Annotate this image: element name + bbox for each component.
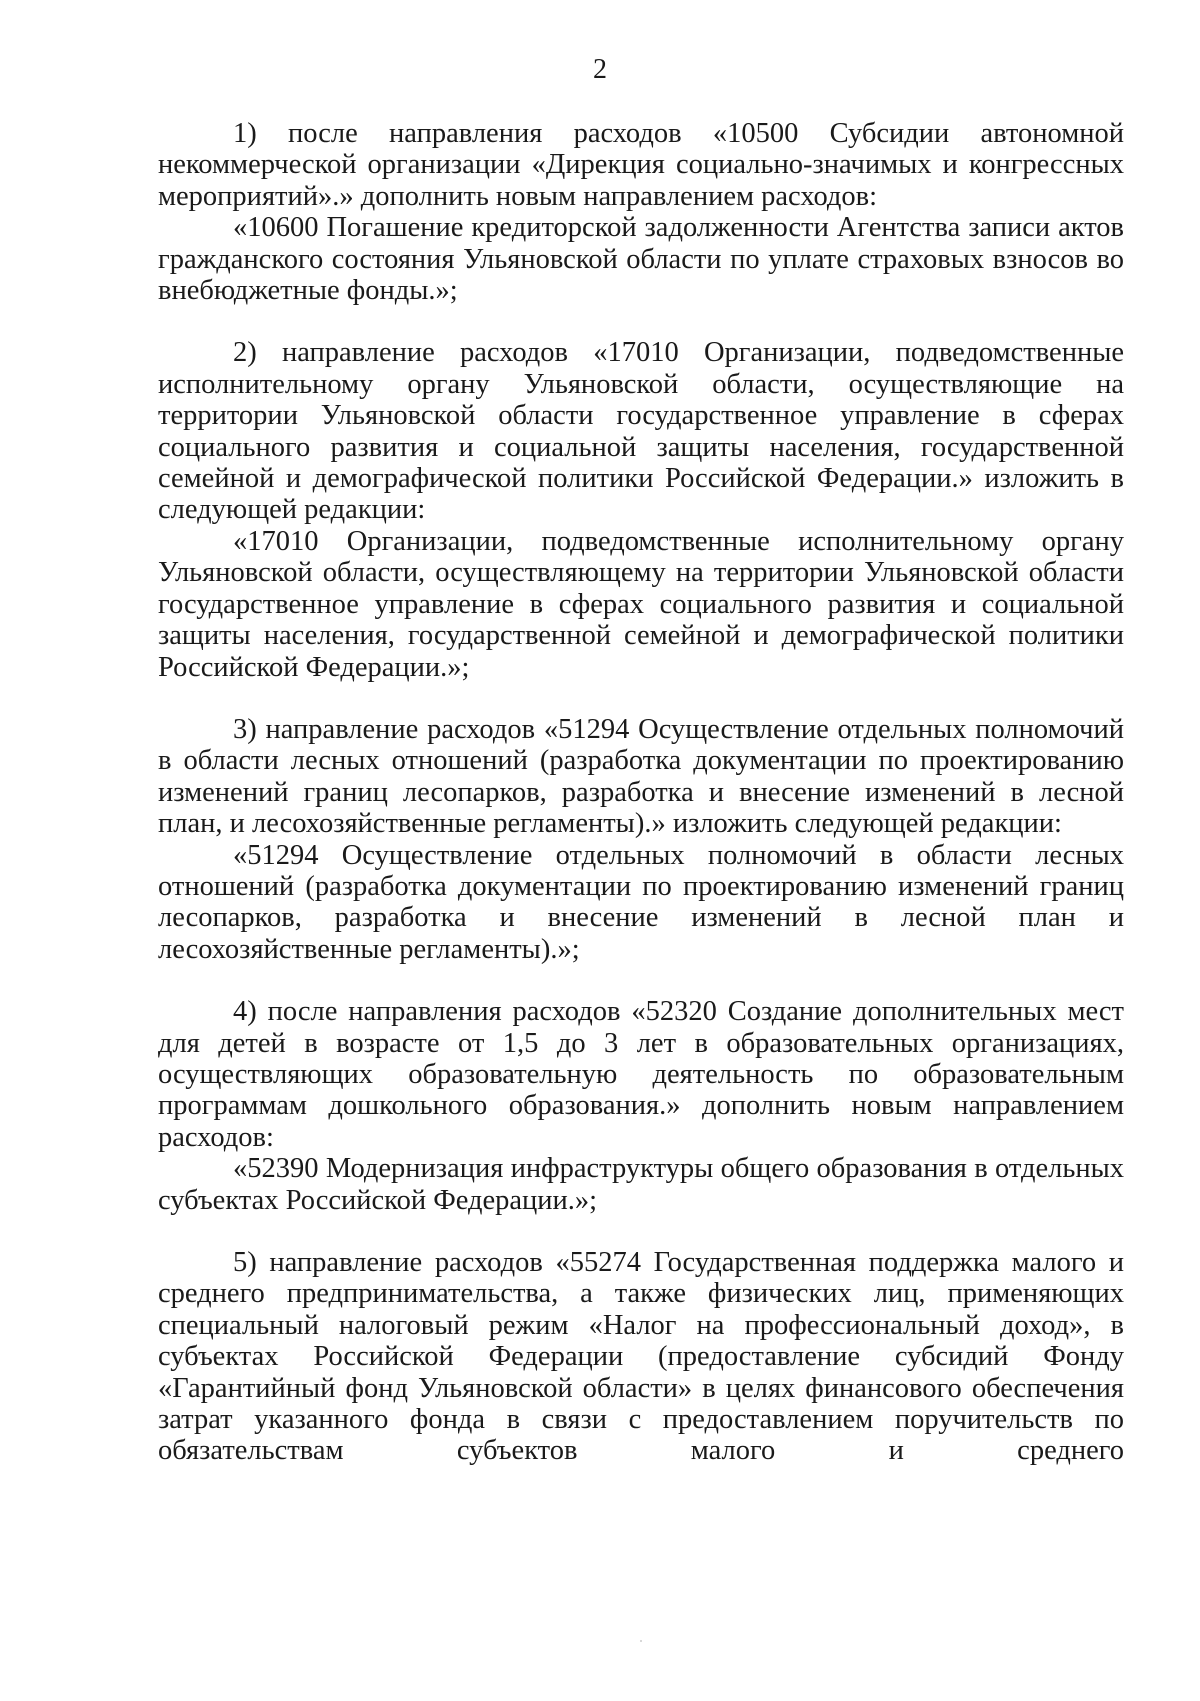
- document-body: [158, 118, 1124, 1467]
- item-4-quote: «52390 Модернизация инфраструктуры общего образования в отдельных субъектах Российской Федерации.»;: [158, 1153, 1124, 1216]
- item-3-quote: «51294 Осуществление отдельных полномочий в области лесных отношений (разработка документации по проектированию изменений границ лесопарков, разработка и внесение изменений в лесной план и лесохозяйственные регламенты).»;: [158, 839, 1124, 965]
- item-3-intro: 3) направление расходов «51294 Осуществление отдельных полномочий в области лесных отношений (разработка документации по проектированию изменений границ лесопарков, разработка и внесение изменений в лесной план, и лесохозяйственные регламенты).» изложить следующей редакции:: [158, 713, 1124, 840]
- scan-artifact: [640, 1640, 642, 1642]
- item-5-intro: 5) направление расходов «55274 Государственная поддержка малого и среднего предпринимательства, а также физических лиц, применяющих специальный налоговый режим «Налог на профессиональный доход», в субъектах Российской Федерации (предоставление субсидий Фонду «Гарантийный фонд Ульяновской области» в целях финансового обеспечения затрат указанного фонда в связи с предоставлением поручительств по обязательствам субъектов малого и среднего: [158, 1247, 1124, 1467]
- item-1-intro: 1) после направления расходов «10500 Субсидии автономной некоммерческой организации «Дирекция социально-значимых и конгрессных мероприятий».» дополнить новым направлением расходов:: [158, 118, 1124, 212]
- item-4-intro: 4) после направления расходов «52320 Создание дополнительных мест для детей в возрасте от 1,5 до 3 лет в образовательных организациях, осуществляющих образовательную деятельность по образовательным программам дошкольного образования.» дополнить новым направлением расходов:: [158, 996, 1124, 1153]
- item-2-quote: «17010 Организации, подведомственные исполнительному органу Ульяновской области, осуществляющему на территории Ульяновской области государственное управление в сферах социального развития и социальной защиты населения, государственной семейной и демографической политики Российской Федерации.»;: [158, 525, 1124, 683]
- item-1-quote: «10600 Погашение кредиторской задолженности Агентства записи актов гражданского состояния Ульяновской области по уплате страховых взносов во внебюджетные фонды.»;: [158, 212, 1124, 307]
- item-2-intro: 2) направление расходов «17010 Организации, подведомственные исполнительному органу Ульяновской области, осуществляющие на территории Ульяновской области государственное управление в сферах социального развития и социальной защиты населения, государственной семейной и демографической политики Российской Федерации.» изложить в следующей редакции:: [158, 337, 1124, 526]
- page-number: 2: [593, 54, 607, 85]
